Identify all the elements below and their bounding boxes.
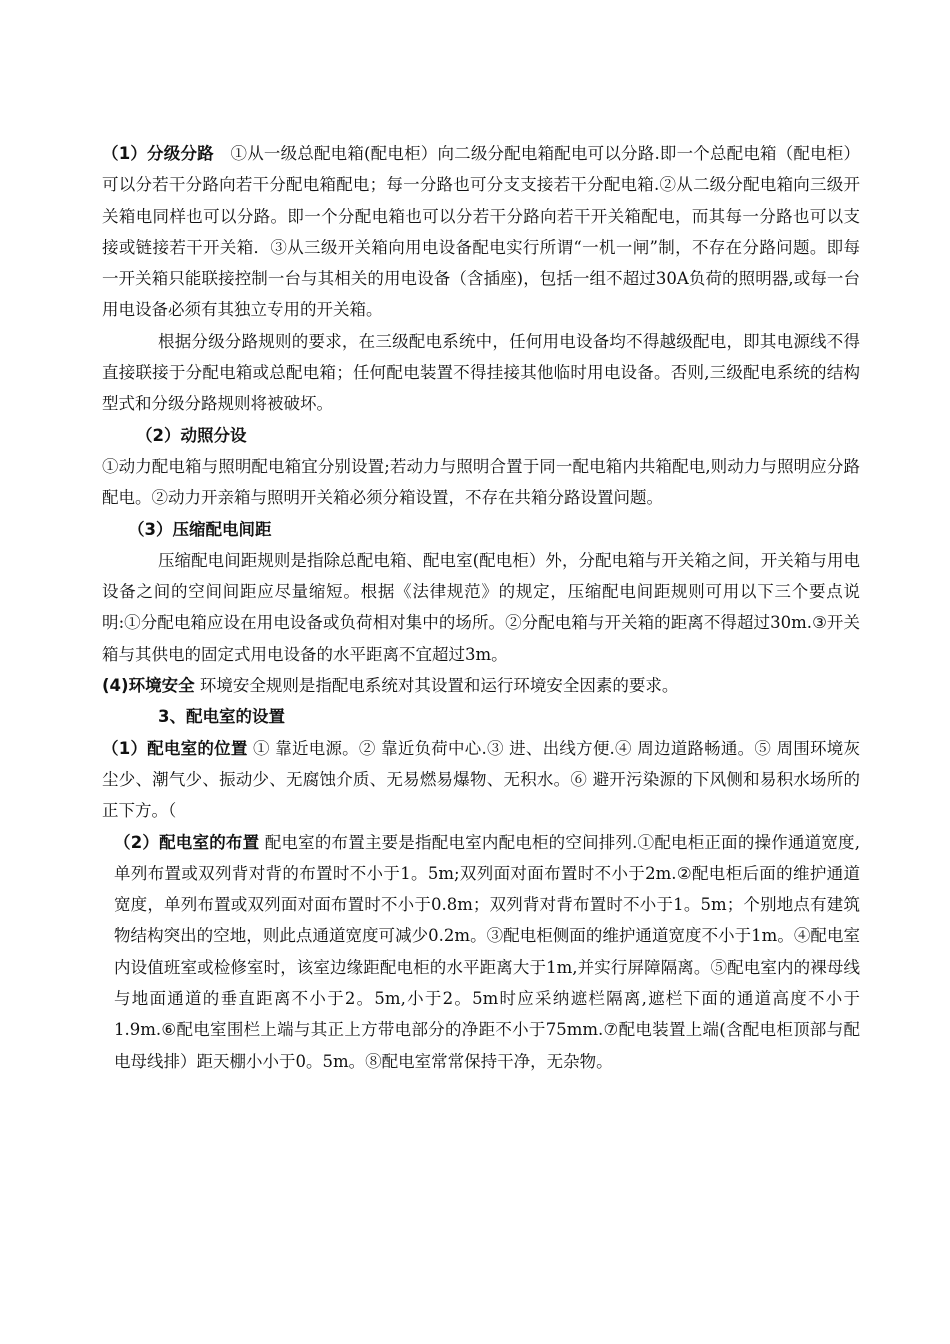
text-room-location: ① 靠近电源。② 靠近负荷中心.③ 进、出线方便.④ 周边道路畅通。⑤ 周围环境灰尘少、潮气少、振动少、无腐蚀介质、无易燃易爆物、无积水。⑥ 避开污染源的下风侧和易积水场所的正下方。（ <box>102 738 860 821</box>
heading-compress-distance: （3）压缩配电间距 <box>128 519 272 539</box>
heading-graded-routing: （1）分级分路 <box>102 144 214 163</box>
heading-environment-safety: (4)环境安全 <box>102 676 195 696</box>
heading-power-lighting-separation: （2）动照分设 <box>136 425 247 445</box>
paragraph-room-layout <box>102 827 860 1077</box>
paragraph-compress-distance: 压缩配电间距规则是指除总配电箱、配电室(配电柜）外，分配电箱与开关箱之间，开关箱与用电设备之间的空间间距应尽量缩短。根据《法律规范》的规定，压缩配电间距规则可用以下三个要点说明:①分配电箱应设在用电设备或负荷相对集中的场所。②分配电箱与开关箱的距离不得超过30m.③开关箱与其供电的固定式用电设备的水平距离不宜超过3m。 <box>102 550 860 664</box>
heading-room-location: （1）配电室的位置 <box>102 738 248 758</box>
text-room-layout: 配电室的布置主要是指配电室内配电柜的空间排列.①配电柜正面的操作通道宽度,单列布置或双列背对背的布置时不小于1。5m;双列面对面布置时不小于2m.②配电柜后面的维护通道宽度，单列布置或双列面对面布置时不小于0.8m；双列背对背布置时不小于1。5m；个别地点有建筑物结构突出的空地，则此点通道宽度可减少0.2m。③配电柜侧面的维护通道宽度不小于1m。④配电室内设值班室或检修室时，该室边缘距配电柜的水平距离大于1m,并实行屏障隔离。⑤配电室内的裸母线与地面通道的垂直距离不小于2。5m,小于2。5m时应采纳遮栏隔离,遮栏下面的通道高度不小于1.9m.⑥配电室围栏上端与其正上方带电部分的净距不小于75mm.⑦配电装置上端(含配电柜顶部与配电母线排）距天棚小小于0。5m。⑧配电室常常保持干净，无杂物。 <box>114 832 860 1071</box>
text-environment-safety: 环境安全规则是指配电系统对其设置和运行环境安全因素的要求。 <box>194 676 679 696</box>
heading-distribution-room-setup: 3、配电室的设置 <box>158 707 285 727</box>
document-page <box>102 138 860 1077</box>
paragraph-graded-routing <box>102 138 860 326</box>
heading-room-layout: （2）配电室的布置 <box>114 832 260 852</box>
text-graded-routing: ①从一级总配电箱(配电柜）向二级分配电箱配电可以分路.即一个总配电箱（配电柜）可以分若干分路向若干分配电箱配电；每一分路也可分支支接若干分配电箱.②从二级分配电箱向三级开关箱电同样也可以分路。即一个分配电箱也可以分若干分路向若干开关箱配电，而其每一分路也可以支接或链接若干开关箱．③从三级开关箱向用电设备配电实行所谓“一机一闸”制，不存在分路问题。即每一开关箱只能联接控制一台与其相关的用电设备（含插座)，包括一组不超过30A负荷的照明器,或每一台用电设备必须有其独立专用的开关箱。 <box>102 144 860 320</box>
paragraph-routing-rules: 根据分级分路规则的要求，在三级配电系统中，任何用电设备均不得越级配电，即其电源线不得直接联接于分配电箱或总配电箱；任何配电装置不得挂接其他临时用电设备。否则,三级配电系统的结构型式和分级分路规则将被破坏。 <box>102 331 860 414</box>
paragraph-power-lighting-separation: ①动力配电箱与照明配电箱宜分别设置;若动力与照明合置于同一配电箱内共箱配电,则动力与照明应分路配电。②动力开亲箱与照明开关箱必须分箱设置，不存在共箱分路设置问题。 <box>102 456 860 508</box>
paragraph-room-location <box>102 733 860 827</box>
paragraph-environment-safety <box>102 670 860 701</box>
